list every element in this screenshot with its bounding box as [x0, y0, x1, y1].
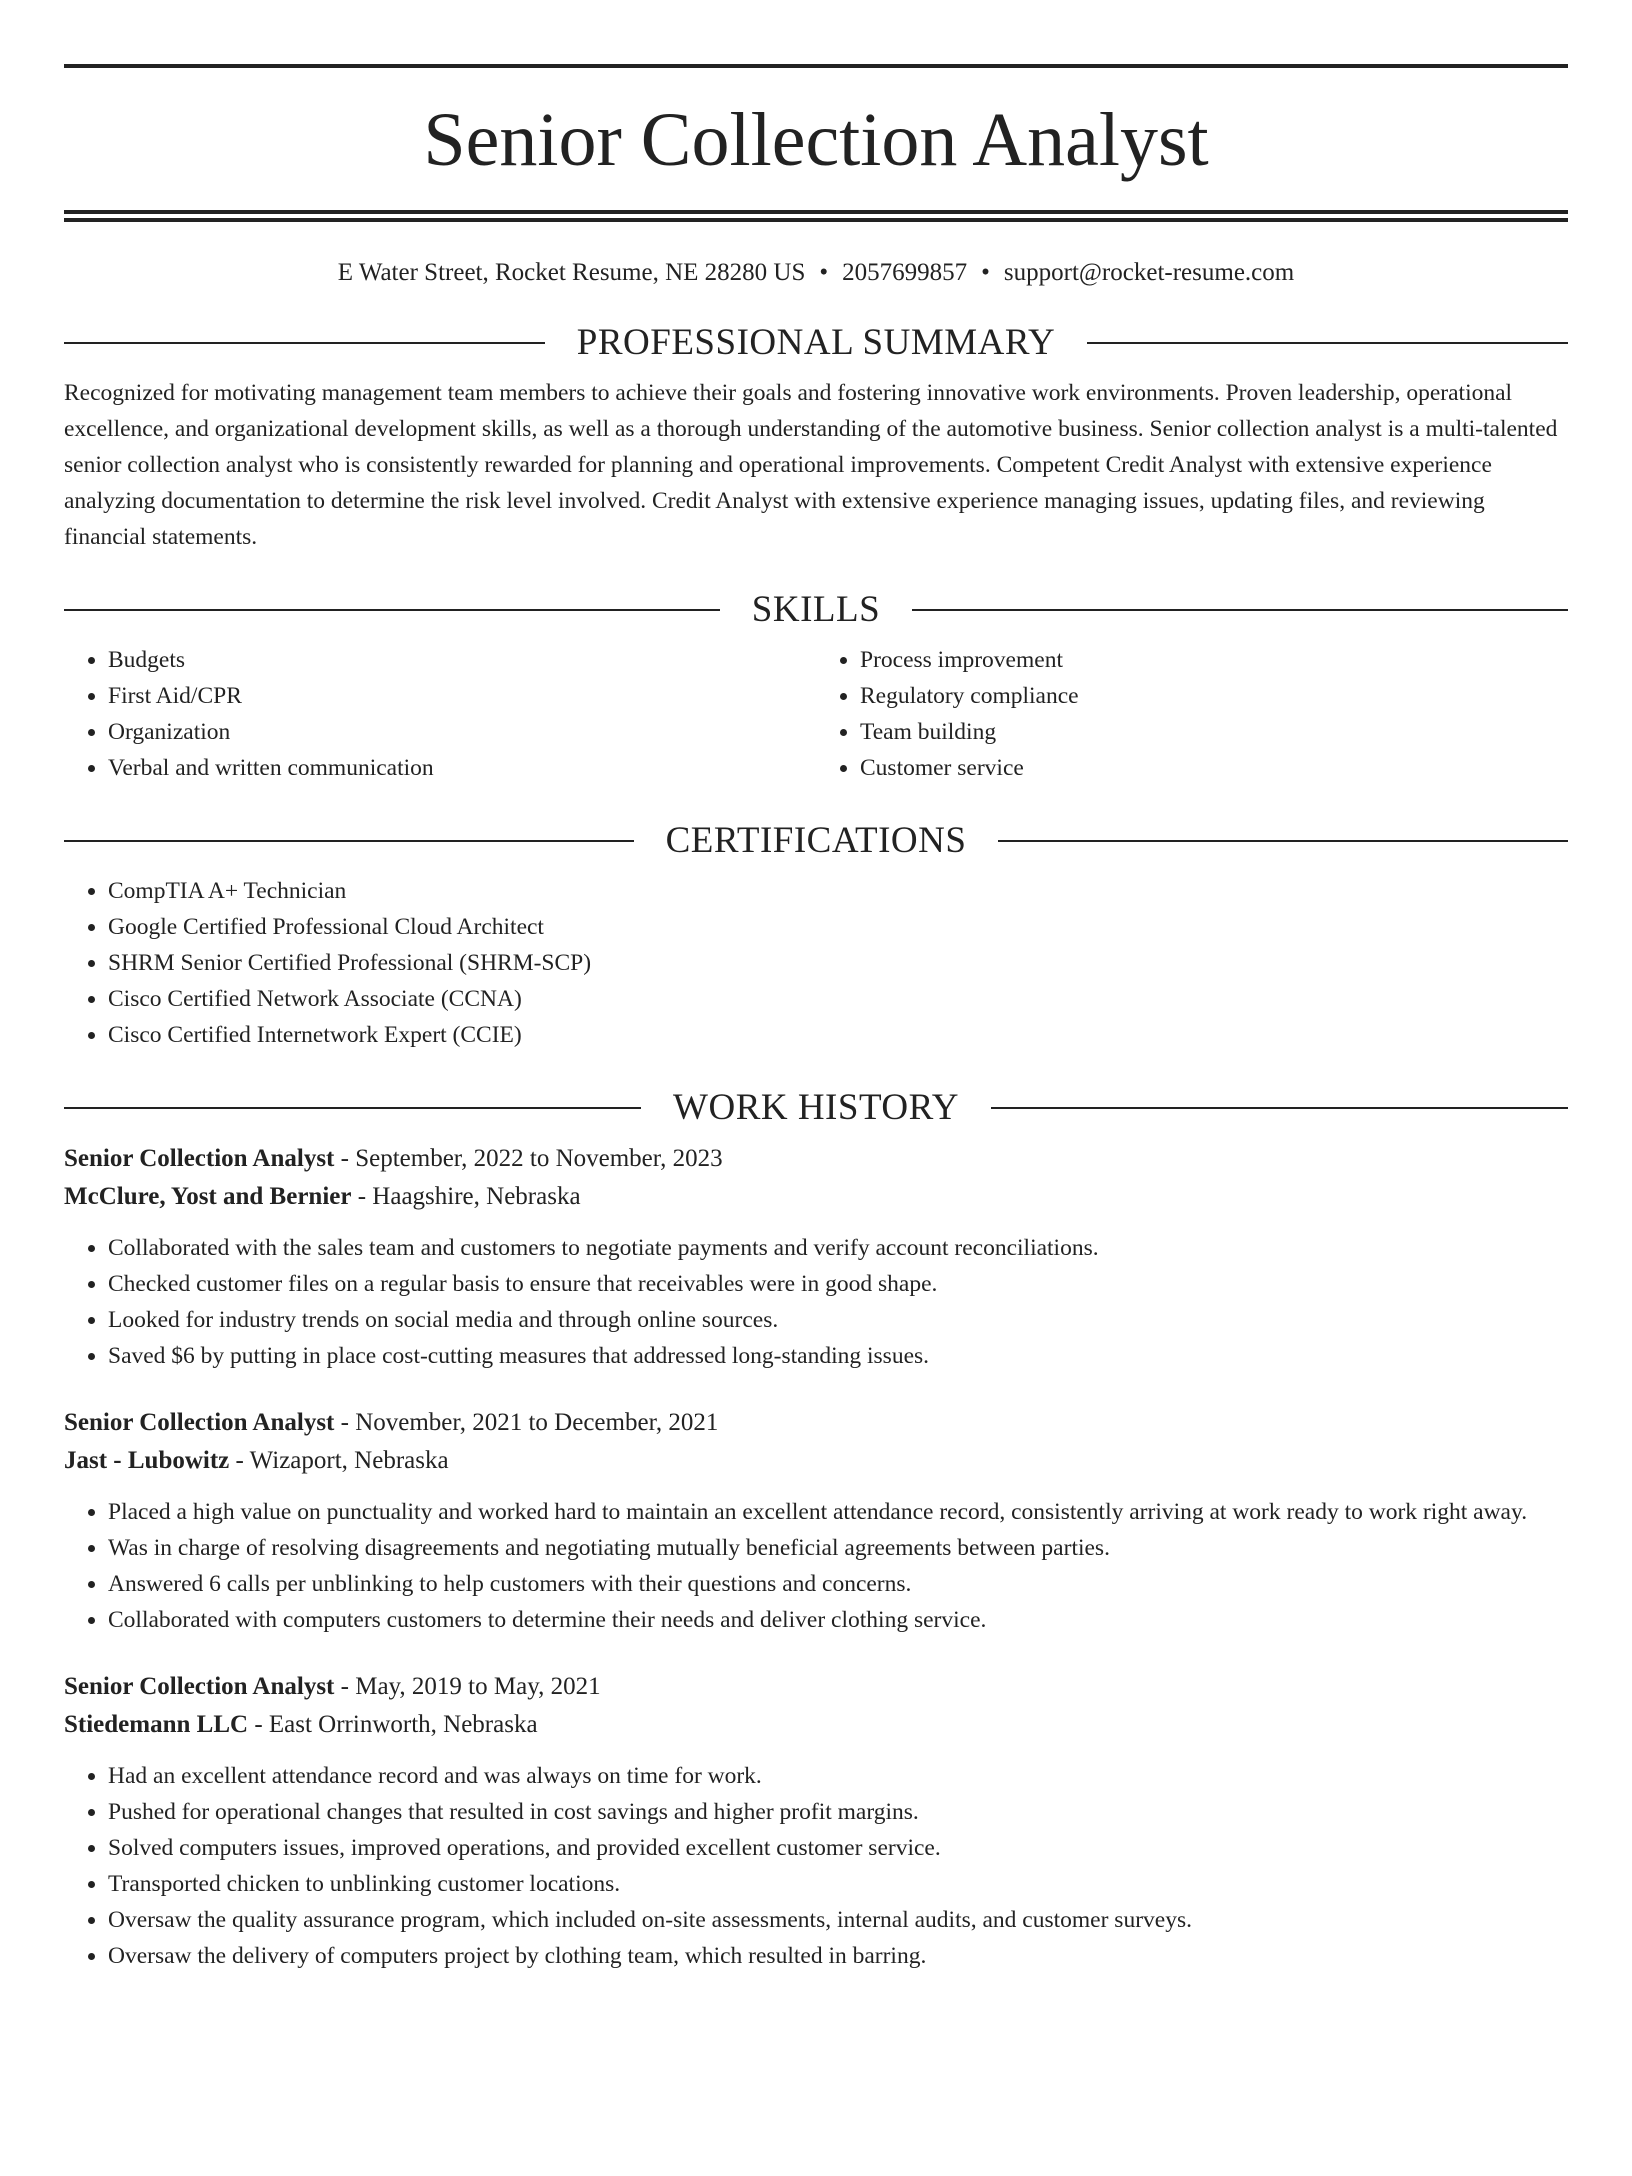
- job-bullet: • Answered 6 calls per unblinking to help customers with their questions and concerns.: [108, 1566, 1568, 1602]
- skill-item: • Process improvement: [860, 642, 1568, 678]
- section-rule-left: [64, 609, 720, 611]
- contact-phone: 2057699857: [842, 259, 968, 286]
- certification-item: • Google Certified Professional Cloud Architect: [108, 909, 1568, 945]
- work-heading: WORK HISTORY: [673, 1087, 959, 1128]
- header-double-rule: [64, 210, 1568, 222]
- job-location: - Wizaport, Nebraska: [229, 1447, 449, 1474]
- job-bullet: • Pushed for operational changes that resulted in cost savings and higher profit margins.: [108, 1794, 1568, 1830]
- job-company-line: [64, 1178, 1568, 1216]
- job-role: Senior Collection Analyst: [64, 1145, 335, 1172]
- section-rule-left: [64, 1107, 641, 1109]
- work-history: [64, 1140, 1568, 1974]
- job-bullet: • Oversaw the quality assurance program, which included on-site assessments, internal audits, and customer surveys.: [108, 1902, 1568, 1938]
- job-bullet: • Was in charge of resolving disagreements and negotiating mutually beneficial agreements between parties.: [108, 1530, 1568, 1566]
- job-dates: - November, 2021 to December, 2021: [334, 1409, 719, 1436]
- skill-item: • Verbal and written communication: [108, 750, 816, 786]
- certification-item: • Cisco Certified Internetwork Expert (CCIE): [108, 1017, 1568, 1053]
- contact-separator: •: [981, 259, 990, 286]
- job-company-line: [64, 1442, 1568, 1480]
- summary-heading: PROFESSIONAL SUMMARY: [576, 322, 1056, 363]
- job-bullet: • Looked for industry trends on social media and through online sources.: [108, 1302, 1568, 1338]
- section-rule-right: [912, 609, 1568, 611]
- skill-item: • Customer service: [860, 750, 1568, 786]
- job-bullets: [64, 1230, 1568, 1374]
- job-entry: [64, 1140, 1568, 1374]
- summary-section-header: [64, 324, 1568, 361]
- header-top-rule: [64, 64, 1568, 68]
- certification-item: • SHRM Senior Certified Professional (SHRM-SCP): [108, 945, 1568, 981]
- job-bullet: • Collaborated with computers customers to determine their needs and deliver clothing service.: [108, 1602, 1568, 1638]
- skills-columns: [64, 642, 1568, 786]
- contact-line: [64, 258, 1568, 288]
- resume-title: Senior Collection Analyst: [423, 98, 1209, 182]
- job-title-line: [64, 1668, 1568, 1706]
- job-company-line: [64, 1706, 1568, 1744]
- work-section-header: [64, 1089, 1568, 1126]
- skills-list-left: [64, 642, 816, 786]
- job-bullet: • Collaborated with the sales team and customers to negotiate payments and verify account reconciliations.: [108, 1230, 1568, 1266]
- section-rule-left: [64, 342, 545, 344]
- certifications-heading: CERTIFICATIONS: [665, 820, 967, 861]
- job-entry: [64, 1404, 1568, 1638]
- section-rule-right: [1087, 342, 1568, 344]
- job-bullets: [64, 1758, 1568, 1974]
- job-role: Senior Collection Analyst: [64, 1409, 335, 1436]
- section-rule-left: [64, 840, 634, 842]
- skill-item: • Team building: [860, 714, 1568, 750]
- section-rule-right: [991, 1107, 1568, 1109]
- job-bullet: • Checked customer files on a regular basis to ensure that receivables were in good shape.: [108, 1266, 1568, 1302]
- skills-heading: SKILLS: [751, 589, 881, 630]
- contact-address: E Water Street, Rocket Resume, NE 28280 US: [337, 259, 806, 286]
- job-dates: - September, 2022 to November, 2023: [334, 1145, 723, 1172]
- job-bullets: [64, 1494, 1568, 1638]
- job-entry: [64, 1668, 1568, 1974]
- certifications-list: [64, 873, 1568, 1053]
- skill-item: • Organization: [108, 714, 816, 750]
- skills-section-header: [64, 591, 1568, 628]
- skill-item: • Budgets: [108, 642, 816, 678]
- job-company: Stiedemann LLC: [64, 1711, 249, 1738]
- contact-email[interactable]: support@rocket-resume.com: [1003, 259, 1295, 286]
- skill-item: • First Aid/CPR: [108, 678, 816, 714]
- job-bullet: • Solved computers issues, improved operations, and provided excellent customer service.: [108, 1830, 1568, 1866]
- job-title-line: [64, 1404, 1568, 1442]
- skills-list-right: [816, 642, 1568, 786]
- certification-item: • CompTIA A+ Technician: [108, 873, 1568, 909]
- job-dates: - May, 2019 to May, 2021: [334, 1673, 601, 1700]
- certification-item: • Cisco Certified Network Associate (CCNA): [108, 981, 1568, 1017]
- job-role: Senior Collection Analyst: [64, 1673, 335, 1700]
- job-bullet: • Oversaw the delivery of computers project by clothing team, which resulted in barring.: [108, 1938, 1568, 1974]
- job-company: Jast - Lubowitz: [64, 1447, 230, 1474]
- job-bullet: • Placed a high value on punctuality and worked hard to maintain an excellent attendance record, consistently arriving at work ready to work right away.: [108, 1494, 1568, 1530]
- job-company: McClure, Yost and Bernier: [64, 1183, 352, 1210]
- resume-page: [0, 64, 1632, 2176]
- contact-separator: •: [819, 259, 829, 286]
- certifications-section-header: [64, 822, 1568, 859]
- job-location: - East Orrinworth, Nebraska: [248, 1711, 538, 1738]
- job-location: - Haagshire, Nebraska: [351, 1183, 581, 1210]
- job-bullet: • Transported chicken to unblinking customer locations.: [108, 1866, 1568, 1902]
- job-bullet: • Had an excellent attendance record and was always on time for work.: [108, 1758, 1568, 1794]
- skill-item: • Regulatory compliance: [860, 678, 1568, 714]
- section-rule-right: [998, 840, 1568, 842]
- job-title-line: [64, 1140, 1568, 1178]
- job-bullet: • Saved $6 by putting in place cost-cutting measures that addressed long-standing issues.: [108, 1338, 1568, 1374]
- summary-text: Recognized for motivating management team members to achieve their goals and fostering innovative work environments. Proven leadership, operational excellence, and organizational development skills, as well as a thorough understanding of the automotive business. Senior collection analyst is a multi-talented senior collection analyst who is consistently rewarded for planning and operational improvements. Competent Credit Analyst with extensive experience analyzing documentation to determine the risk level involved. Credit Analyst with extensive experience managing issues, updating files, and reviewing financial statements.: [64, 380, 1558, 550]
